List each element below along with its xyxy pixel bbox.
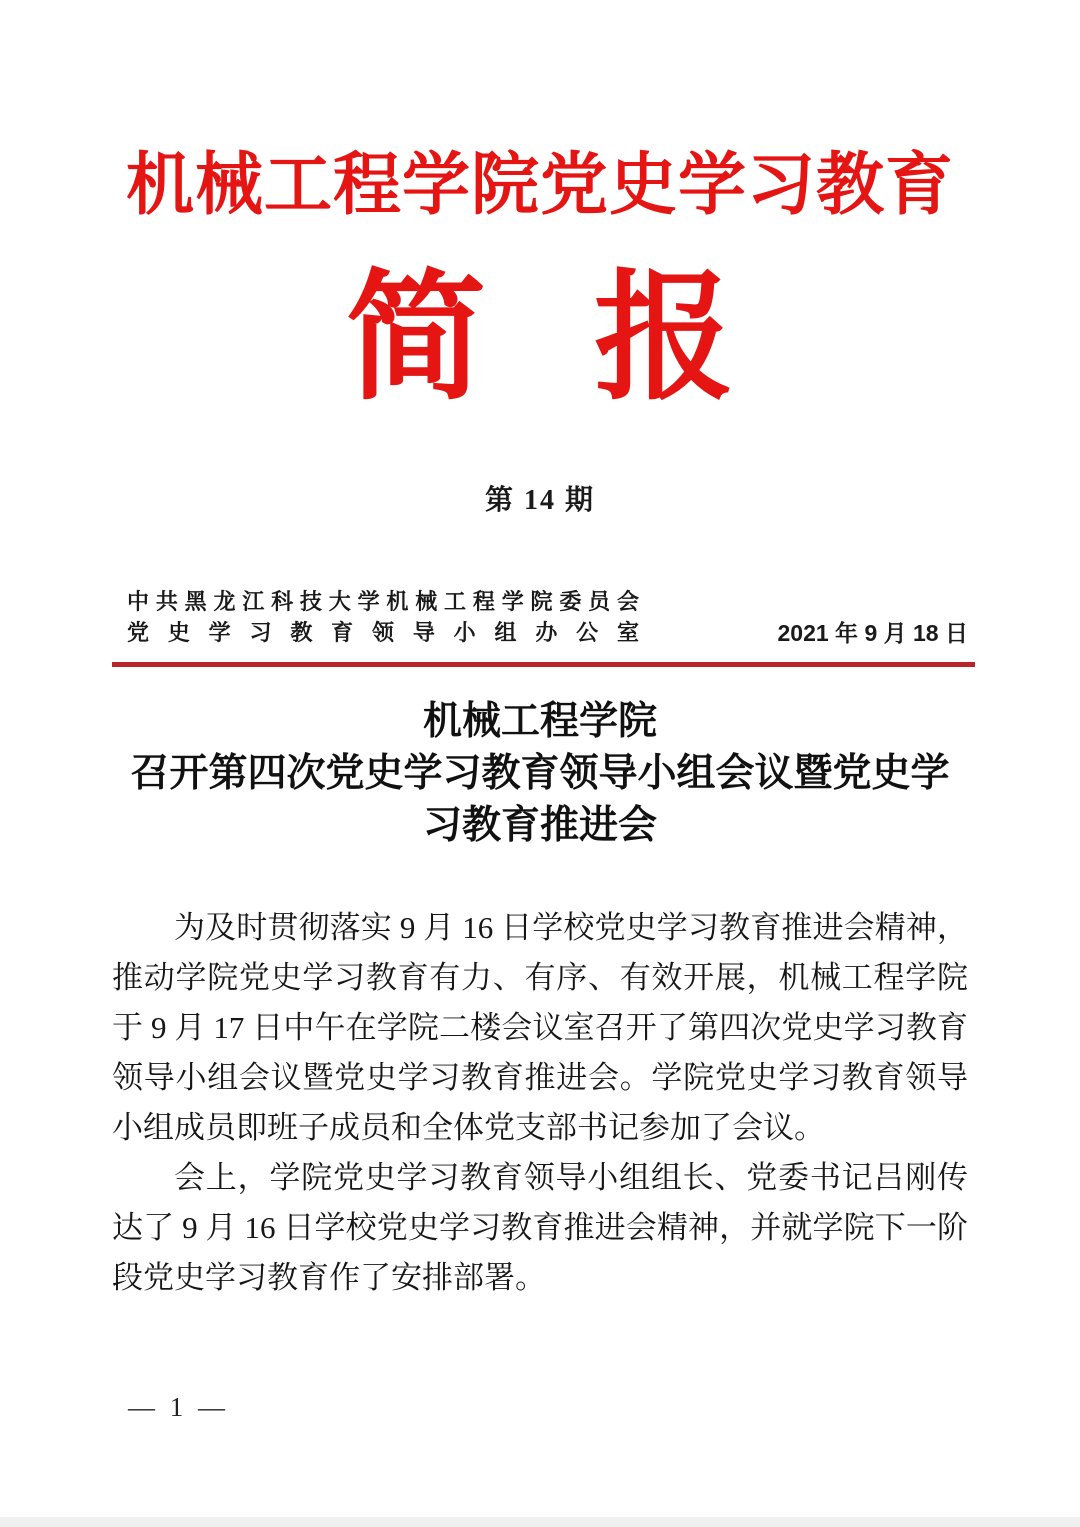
article-body <box>112 903 968 1303</box>
article-title <box>120 696 960 852</box>
body-paragraph-1: 为及时贯彻落实 9 月 16 日学校党史学习教育推进会精神，推动学院党史学习教育有力、有序、有效开展，机械工程学院于 9 月 17 日中午在学院二楼会议室召开了第四次党史学习教育领导小组会议暨党史学习教育推进会。学院党史学习教育领导小组成员即班子成员和全体党支部书记参加了会议。 <box>112 910 968 1145</box>
masthead-word <box>0 258 1080 418</box>
article-title-main: 召开第四次党史学习教育领导小组会议暨党史学习教育推进会 <box>130 752 950 847</box>
issuer-line-2: 党史学习教育领导小组办公室 <box>127 620 639 645</box>
masthead-word-char-2: 报 <box>594 259 735 416</box>
divider-rule <box>112 662 975 667</box>
article-title-org: 机械工程学院 <box>422 700 657 743</box>
page-number: — 1 — <box>128 1392 229 1422</box>
masthead-word-char-1: 简 <box>345 259 486 416</box>
issuer-line-1: 中共黑龙江科技大学机械工程学院委员会 <box>127 589 639 614</box>
scan-edge-strip <box>0 1517 1080 1527</box>
issue-number: 第 14 期 <box>484 485 595 516</box>
issue-date: 2021 年 9 月 18 日 <box>777 620 968 646</box>
masthead-title: 机械工程学院党史学习教育 <box>125 147 954 223</box>
body-paragraph-2: 会上，学院党史学习教育领导小组组长、党委书记吕刚传达了 9 月 16 日学校党史学习教育推进会精神，并就学院下一阶段党史学习教育作了安排部署。 <box>112 1160 968 1295</box>
issuer-block <box>127 586 639 648</box>
